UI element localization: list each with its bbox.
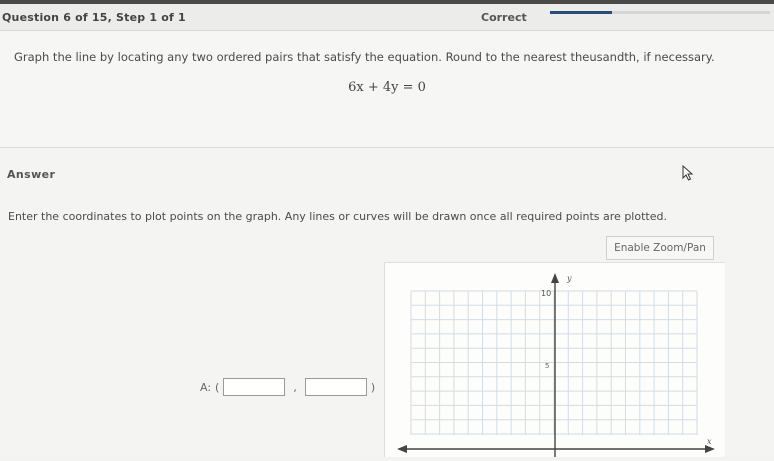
point-a-y-input[interactable] xyxy=(305,378,367,396)
question-header xyxy=(0,4,774,31)
coordinate-graph[interactable] xyxy=(385,263,725,457)
y-tick-label: 5 xyxy=(545,362,550,370)
equation: 6x + 4y = 0 xyxy=(348,80,426,95)
comma-separator: , xyxy=(293,380,297,394)
arrow-left-icon xyxy=(397,445,407,453)
progress-fill xyxy=(550,11,612,14)
close-paren: ) xyxy=(370,380,376,394)
graph-panel[interactable] xyxy=(384,262,725,457)
status-label: Correct xyxy=(481,11,527,24)
open-paren: ( xyxy=(215,380,220,394)
point-a-label: A: xyxy=(200,380,212,394)
point-a-x-input[interactable] xyxy=(223,378,285,396)
x-axis-label: x xyxy=(707,437,712,446)
y-axis-label: y xyxy=(567,274,572,283)
progress-bar xyxy=(550,11,770,14)
answer-label: Answer xyxy=(7,168,56,181)
y-tick-label: 10 xyxy=(541,289,552,298)
question-text: Graph the line by locating any two ordered pairs that satisfy the equation. Round to the nearest theusandth, if necessary. xyxy=(14,50,715,64)
arrow-right-icon xyxy=(705,445,715,453)
answer-section xyxy=(0,148,774,456)
point-a-entry xyxy=(200,377,379,397)
question-panel xyxy=(0,31,774,148)
instructions-text: Enter the coordinates to plot points on the graph. Any lines or curves will be drawn once all required points are plotted. xyxy=(8,210,667,223)
question-number: Question 6 of 15, Step 1 of 1 xyxy=(2,11,186,24)
mouse-pointer-icon xyxy=(682,165,694,181)
arrow-up-icon xyxy=(551,273,559,283)
enable-zoom-pan-button[interactable]: Enable Zoom/Pan xyxy=(606,236,714,260)
